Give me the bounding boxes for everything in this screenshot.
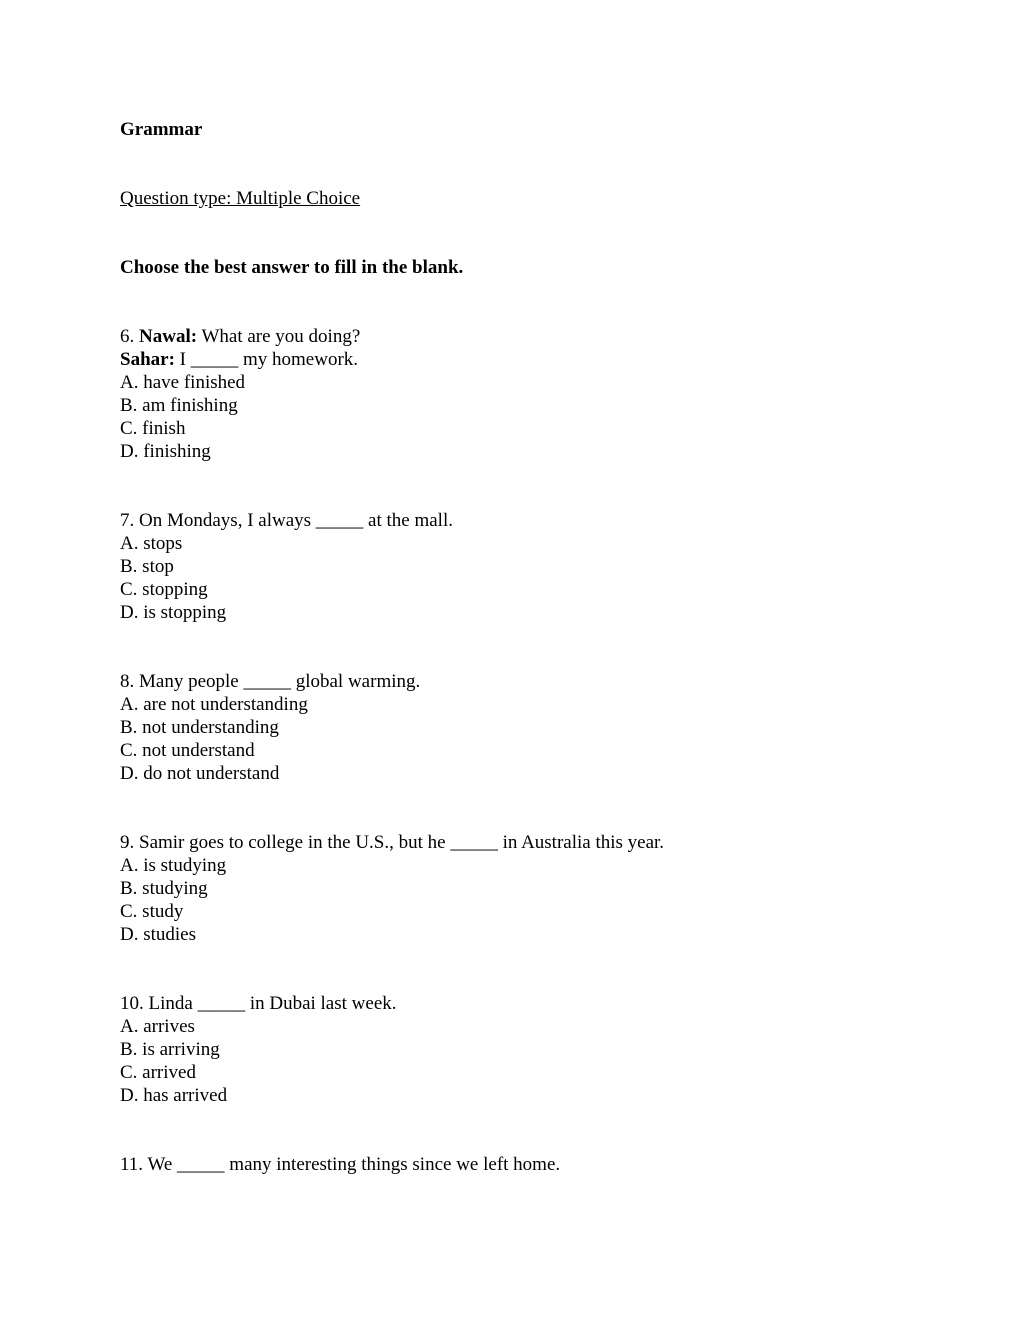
answer-option: C. arrived	[120, 1062, 196, 1083]
answer-option: D. has arrived	[120, 1085, 228, 1106]
answer-option: B. studying	[120, 878, 208, 899]
speaker-name: Nawal:	[139, 326, 198, 347]
answer-option: B. not understanding	[120, 717, 279, 738]
question-number: 9.	[120, 832, 135, 853]
answer-option: D. studies	[120, 924, 196, 945]
answer-option: D. do not understand	[120, 763, 280, 784]
answer-option: C. study	[120, 901, 184, 922]
answer-option: D. finishing	[120, 441, 211, 462]
answer-option: A. is studying	[120, 855, 227, 876]
question-text: We _____ many interesting things since we left home.	[143, 1154, 561, 1175]
answer-option: C. not understand	[120, 740, 255, 761]
speaker-name: Sahar:	[120, 349, 175, 370]
instruction-text: Choose the best answer to fill in the blank.	[120, 257, 464, 278]
question-stem	[120, 1153, 920, 1176]
answer-option: C. stopping	[120, 579, 208, 600]
question-stem	[120, 831, 920, 854]
question-text: Many people _____ global warming.	[134, 671, 421, 692]
question-7	[120, 509, 920, 624]
question-6-stem-line-1	[120, 325, 920, 348]
question-type-label: Question type: Multiple Choice	[120, 188, 361, 209]
answer-option: B. am finishing	[120, 395, 238, 416]
question-stem	[120, 992, 920, 1015]
document-page	[120, 118, 920, 1176]
question-text: On Mondays, I always _____ at the mall.	[134, 510, 453, 531]
answer-option: D. is stopping	[120, 602, 227, 623]
answer-option: B. stop	[120, 556, 174, 577]
question-number: 8.	[120, 671, 135, 692]
answer-option: A. stops	[120, 533, 183, 554]
question-8	[120, 670, 920, 785]
answer-option: B. is arriving	[120, 1039, 220, 1060]
question-text: Samir goes to college in the U.S., but he _____ in Australia this year.	[134, 832, 665, 853]
answer-option: A. arrives	[120, 1016, 195, 1037]
question-9	[120, 831, 920, 946]
answer-option: A. are not understanding	[120, 694, 308, 715]
question-number: 10.	[120, 993, 144, 1014]
question-stem	[120, 509, 920, 532]
dialogue-text: What are you doing?	[197, 326, 361, 347]
question-number: 6.	[120, 326, 135, 347]
answer-option: A. have finished	[120, 372, 246, 393]
section-title: Grammar	[120, 119, 203, 140]
dialogue-text: I _____ my homework.	[174, 349, 359, 370]
question-11	[120, 1153, 920, 1176]
question-10	[120, 992, 920, 1107]
question-number: 11.	[120, 1154, 144, 1175]
question-number: 7.	[120, 510, 135, 531]
question-stem	[120, 670, 920, 693]
question-6	[120, 325, 920, 463]
question-text: Linda _____ in Dubai last week.	[143, 993, 397, 1014]
question-6-stem-line-2	[120, 348, 920, 371]
answer-option: C. finish	[120, 418, 186, 439]
